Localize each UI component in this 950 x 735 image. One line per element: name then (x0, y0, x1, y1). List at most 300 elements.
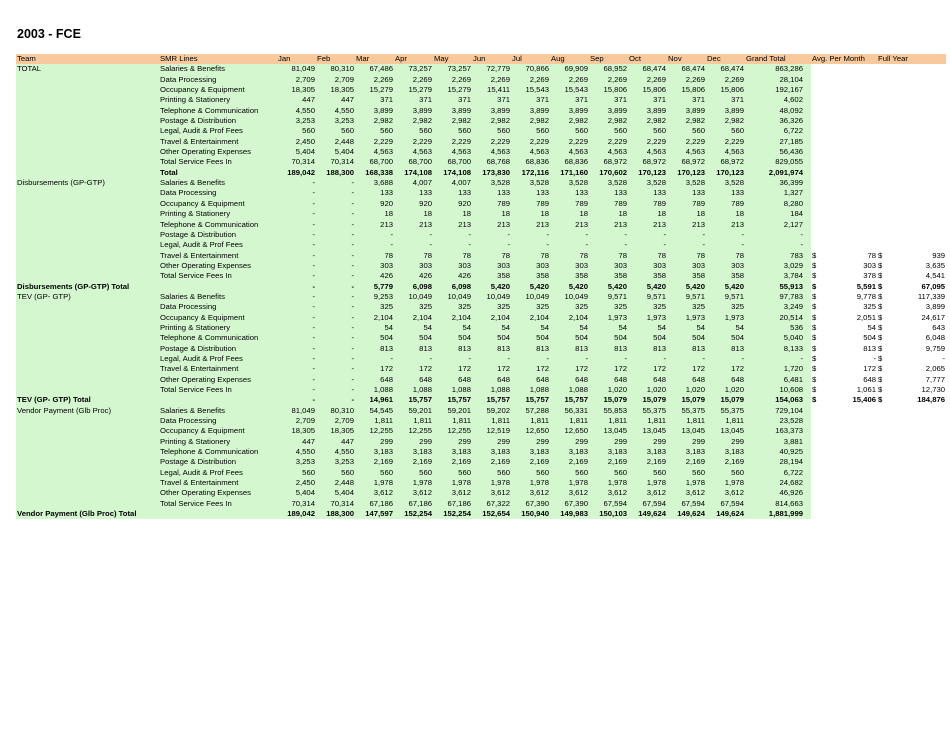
avg-per-month-cell (833, 106, 877, 116)
month-value-cell: 504 (355, 333, 394, 343)
avg-currency-symbol (811, 147, 833, 157)
month-value-cell: 371 (706, 95, 745, 105)
smr-line-cell: Total Service Fees In (159, 385, 277, 395)
month-value-cell: 560 (511, 126, 550, 136)
table-row (16, 75, 946, 85)
grand-total-cell: 6,481 (745, 375, 811, 385)
full-year-currency-symbol (877, 85, 899, 95)
avg-currency-symbol: $ (811, 333, 833, 343)
month-value-cell: 2,269 (589, 75, 628, 85)
month-value-cell: 10,049 (472, 292, 511, 302)
team-cell (16, 313, 159, 323)
month-value-cell: 12,255 (355, 426, 394, 436)
month-value-cell: 3,612 (511, 488, 550, 498)
month-value-cell: 303 (589, 261, 628, 271)
avg-per-month-cell (833, 188, 877, 198)
team-cell (16, 488, 159, 498)
team-cell: TEV (GP- GTP) (16, 292, 159, 302)
month-value-cell: - (394, 240, 433, 250)
month-value-cell: 648 (394, 375, 433, 385)
smr-line-cell: Postage & Distribution (159, 116, 277, 126)
month-value-cell: 59,202 (472, 406, 511, 416)
smr-line-cell: Salaries & Benefits (159, 64, 277, 74)
month-value-cell: 648 (511, 375, 550, 385)
month-value-cell: 3,899 (628, 106, 667, 116)
month-value-cell: 15,543 (550, 85, 589, 95)
month-value-cell: 171,160 (550, 168, 589, 178)
month-value-cell: 2,269 (355, 75, 394, 85)
month-value-cell: 70,314 (316, 157, 355, 167)
table-row (16, 426, 946, 436)
month-value-cell: 813 (706, 344, 745, 354)
month-value-cell: 2,229 (433, 137, 472, 147)
month-value-cell: 560 (472, 126, 511, 136)
month-value-cell: 213 (433, 220, 472, 230)
month-value-cell: 560 (706, 468, 745, 478)
month-value-cell: 172 (706, 364, 745, 374)
table-row (16, 478, 946, 488)
grand-total-cell: 27,185 (745, 137, 811, 147)
month-value-cell: 2,169 (394, 457, 433, 467)
month-value-cell: 813 (628, 344, 667, 354)
month-value-cell: - (316, 188, 355, 198)
month-value-cell: 81,049 (277, 406, 316, 416)
full-year-cell (899, 178, 946, 188)
month-value-cell: 2,104 (394, 313, 433, 323)
month-value-cell: - (316, 323, 355, 333)
month-value-cell: - (316, 240, 355, 250)
month-value-cell: 14,961 (355, 395, 394, 405)
avg-per-month-cell (833, 85, 877, 95)
month-value-cell: 133 (667, 188, 706, 198)
column-header: Full Year (877, 54, 946, 64)
month-value-cell: 3,183 (472, 447, 511, 457)
month-value-cell: 504 (706, 333, 745, 343)
grand-total-cell: 163,373 (745, 426, 811, 436)
table-row (16, 137, 946, 147)
avg-per-month-cell: 325 (833, 302, 877, 312)
full-year-cell (899, 85, 946, 95)
smr-line-cell: Data Processing (159, 75, 277, 85)
month-value-cell: 133 (433, 188, 472, 198)
full-year-cell (899, 209, 946, 219)
team-cell: Disbursements (GP-GTP) (16, 178, 159, 188)
month-value-cell: 18 (667, 209, 706, 219)
table-row (16, 375, 946, 385)
month-value-cell: 3,183 (550, 447, 589, 457)
month-value-cell: 13,045 (589, 426, 628, 436)
month-value-cell: 172 (550, 364, 589, 374)
month-value-cell: 2,104 (433, 313, 472, 323)
month-value-cell: 560 (277, 468, 316, 478)
month-value-cell: - (511, 230, 550, 240)
avg-currency-symbol (811, 416, 833, 426)
month-value-cell: 560 (589, 468, 628, 478)
month-value-cell: 213 (628, 220, 667, 230)
month-value-cell: 3,612 (394, 488, 433, 498)
month-value-cell: 303 (550, 261, 589, 271)
table-row (16, 313, 946, 323)
month-value-cell: 504 (589, 333, 628, 343)
avg-per-month-cell (833, 95, 877, 105)
month-value-cell: 1,811 (355, 416, 394, 426)
avg-per-month-cell (833, 426, 877, 436)
avg-currency-symbol (811, 499, 833, 509)
month-value-cell: 2,982 (433, 116, 472, 126)
month-value-cell: 68,952 (589, 64, 628, 74)
column-header: Apr (394, 54, 433, 64)
month-value-cell: 54 (550, 323, 589, 333)
table-row (16, 106, 946, 116)
month-value-cell: 15,757 (550, 395, 589, 405)
month-value-cell: 54,545 (355, 406, 394, 416)
month-value-cell: 68,972 (589, 157, 628, 167)
team-cell (16, 323, 159, 333)
month-value-cell: 3,253 (277, 457, 316, 467)
month-value-cell: 325 (433, 302, 472, 312)
smr-line-cell: Travel & Entertainment (159, 478, 277, 488)
month-value-cell: 18 (706, 209, 745, 219)
full-year-currency-symbol (877, 199, 899, 209)
month-value-cell: 325 (667, 302, 706, 312)
month-value-cell: 325 (550, 302, 589, 312)
smr-line-cell: Occupancy & Equipment (159, 199, 277, 209)
avg-currency-symbol (811, 178, 833, 188)
full-year-currency-symbol (877, 468, 899, 478)
month-value-cell: 73,257 (394, 64, 433, 74)
avg-currency-symbol: $ (811, 375, 833, 385)
month-value-cell: - (589, 240, 628, 250)
grand-total-cell: 8,280 (745, 199, 811, 209)
team-cell: Vendor Payment (Glb Proc) (16, 406, 159, 416)
grand-total-cell: 2,127 (745, 220, 811, 230)
grand-total-cell: 3,881 (745, 437, 811, 447)
avg-per-month-cell: 172 (833, 364, 877, 374)
month-value-cell: 560 (628, 126, 667, 136)
team-cell (16, 209, 159, 219)
full-year-currency-symbol: $ (877, 395, 899, 405)
month-value-cell: - (277, 385, 316, 395)
month-value-cell: 4,563 (511, 147, 550, 157)
full-year-currency-symbol (877, 509, 899, 519)
month-value-cell: 3,612 (472, 488, 511, 498)
month-value-cell: 504 (433, 333, 472, 343)
month-value-cell: 5,420 (589, 282, 628, 292)
month-value-cell: 9,571 (628, 292, 667, 302)
month-value-cell: 5,420 (511, 282, 550, 292)
month-value-cell: 4,563 (433, 147, 472, 157)
smr-line-cell: Total Service Fees In (159, 499, 277, 509)
month-value-cell: 55,853 (589, 406, 628, 416)
full-year-cell: 7,777 (899, 375, 946, 385)
column-header: May (433, 54, 472, 64)
month-value-cell: 150,940 (511, 509, 550, 519)
month-value-cell: 54 (394, 323, 433, 333)
full-year-currency-symbol: $ (877, 344, 899, 354)
avg-per-month-cell (833, 406, 877, 416)
month-value-cell: - (277, 282, 316, 292)
month-value-cell: 2,269 (550, 75, 589, 85)
month-value-cell: 15,279 (355, 85, 394, 95)
month-value-cell: 80,310 (316, 406, 355, 416)
month-value-cell: - (316, 251, 355, 261)
team-cell (16, 157, 159, 167)
full-year-currency-symbol (877, 220, 899, 230)
full-year-currency-symbol: $ (877, 354, 899, 364)
grand-total-cell: 783 (745, 251, 811, 261)
month-value-cell: 358 (706, 271, 745, 281)
full-year-cell: 3,635 (899, 261, 946, 271)
team-cell (16, 478, 159, 488)
month-value-cell: 299 (355, 437, 394, 447)
month-value-cell: 3,612 (550, 488, 589, 498)
month-value-cell: 18 (628, 209, 667, 219)
month-value-cell: 325 (589, 302, 628, 312)
month-value-cell: 299 (394, 437, 433, 447)
month-value-cell: 1,978 (394, 478, 433, 488)
month-value-cell: 12,519 (472, 426, 511, 436)
month-value-cell: 213 (706, 220, 745, 230)
month-value-cell: 189,042 (277, 509, 316, 519)
month-value-cell: 1,811 (589, 416, 628, 426)
month-value-cell: - (589, 230, 628, 240)
month-value-cell: 3,612 (433, 488, 472, 498)
month-value-cell: - (277, 240, 316, 250)
avg-currency-symbol (811, 457, 833, 467)
month-value-cell: 172,116 (511, 168, 550, 178)
full-year-cell: - (899, 354, 946, 364)
smr-line-cell: Postage & Distribution (159, 230, 277, 240)
month-value-cell: 133 (589, 188, 628, 198)
avg-per-month-cell: 1,061 (833, 385, 877, 395)
month-value-cell: 1,978 (589, 478, 628, 488)
month-value-cell: 2,448 (316, 478, 355, 488)
table-row (16, 209, 946, 219)
grand-total-cell: 4,602 (745, 95, 811, 105)
month-value-cell: 67,594 (589, 499, 628, 509)
month-value-cell: 3,528 (628, 178, 667, 188)
month-value-cell: 12,650 (550, 426, 589, 436)
month-value-cell: 2,229 (667, 137, 706, 147)
smr-line-cell: Printing & Stationery (159, 209, 277, 219)
team-cell (16, 344, 159, 354)
team-cell (16, 302, 159, 312)
month-value-cell: 4,550 (277, 106, 316, 116)
month-value-cell: 426 (394, 271, 433, 281)
month-value-cell: 813 (472, 344, 511, 354)
table-row (16, 344, 946, 354)
month-value-cell: 133 (706, 188, 745, 198)
full-year-cell: 9,759 (899, 344, 946, 354)
table-row (16, 323, 946, 333)
month-value-cell: 2,269 (706, 75, 745, 85)
month-value-cell: 4,550 (316, 106, 355, 116)
team-cell (16, 457, 159, 467)
month-value-cell: 2,450 (277, 137, 316, 147)
full-year-currency-symbol (877, 116, 899, 126)
table-row (16, 64, 946, 74)
month-value-cell: 68,700 (355, 157, 394, 167)
month-value-cell: 371 (433, 95, 472, 105)
full-year-cell: 3,899 (899, 302, 946, 312)
month-value-cell: 4,563 (628, 147, 667, 157)
month-value-cell: - (277, 230, 316, 240)
month-value-cell: 504 (394, 333, 433, 343)
month-value-cell: 1,811 (511, 416, 550, 426)
month-value-cell: 560 (550, 126, 589, 136)
month-value-cell: 15,079 (706, 395, 745, 405)
full-year-cell: 2,065 (899, 364, 946, 374)
month-value-cell: - (316, 292, 355, 302)
month-value-cell: - (316, 385, 355, 395)
month-value-cell: 172 (472, 364, 511, 374)
month-value-cell: 299 (472, 437, 511, 447)
month-value-cell: 3,899 (472, 106, 511, 116)
month-value-cell: 2,169 (433, 457, 472, 467)
month-value-cell: 2,269 (511, 75, 550, 85)
team-cell (16, 437, 159, 447)
full-year-currency-symbol: $ (877, 323, 899, 333)
month-value-cell: 504 (472, 333, 511, 343)
smr-line-cell: Legal, Audit & Prof Fees (159, 468, 277, 478)
month-value-cell: 15,757 (511, 395, 550, 405)
full-year-cell: 6,048 (899, 333, 946, 343)
full-year-currency-symbol (877, 457, 899, 467)
grand-total-cell: 5,040 (745, 333, 811, 343)
month-value-cell: 149,624 (628, 509, 667, 519)
full-year-cell (899, 147, 946, 157)
full-year-cell (899, 447, 946, 457)
month-value-cell: 560 (550, 468, 589, 478)
month-value-cell: 789 (589, 199, 628, 209)
month-value-cell: 2,982 (589, 116, 628, 126)
full-year-currency-symbol (877, 240, 899, 250)
month-value-cell: 2,982 (706, 116, 745, 126)
smr-line-cell: Total (159, 168, 277, 178)
expense-table (16, 54, 946, 519)
month-value-cell: 172 (628, 364, 667, 374)
avg-currency-symbol (811, 75, 833, 85)
full-year-currency-symbol (877, 126, 899, 136)
month-value-cell: 18 (394, 209, 433, 219)
month-value-cell: - (277, 261, 316, 271)
full-year-cell (899, 157, 946, 167)
month-value-cell: 325 (511, 302, 550, 312)
month-value-cell: 3,253 (277, 116, 316, 126)
smr-line-cell: Postage & Distribution (159, 344, 277, 354)
grand-total-cell: - (745, 240, 811, 250)
month-value-cell: 2,104 (472, 313, 511, 323)
table-row (16, 178, 946, 188)
team-cell (16, 447, 159, 457)
month-value-cell: 78 (706, 251, 745, 261)
grand-total-cell: 97,783 (745, 292, 811, 302)
month-value-cell: 2,450 (277, 478, 316, 488)
month-value-cell: 1,978 (667, 478, 706, 488)
team-cell (16, 416, 159, 426)
month-value-cell: 325 (472, 302, 511, 312)
month-value-cell: 2,169 (472, 457, 511, 467)
month-value-cell: 1,811 (667, 416, 706, 426)
month-value-cell: 2,709 (277, 416, 316, 426)
month-value-cell: 3,612 (706, 488, 745, 498)
month-value-cell: 213 (589, 220, 628, 230)
month-value-cell: 172 (589, 364, 628, 374)
full-year-cell (899, 75, 946, 85)
month-value-cell: 172 (433, 364, 472, 374)
column-header: Dec (706, 54, 745, 64)
month-value-cell: 2,709 (316, 75, 355, 85)
full-year-cell (899, 126, 946, 136)
month-value-cell: - (628, 354, 667, 364)
month-value-cell: 3,183 (589, 447, 628, 457)
month-value-cell: 78 (394, 251, 433, 261)
table-row (16, 302, 946, 312)
month-value-cell: 3,899 (433, 106, 472, 116)
team-cell (16, 75, 159, 85)
month-value-cell: 9,571 (667, 292, 706, 302)
grand-total-cell: 3,249 (745, 302, 811, 312)
grand-total-cell: 55,913 (745, 282, 811, 292)
month-value-cell: 18,305 (316, 85, 355, 95)
month-value-cell: 2,709 (316, 416, 355, 426)
month-value-cell: 15,079 (667, 395, 706, 405)
month-value-cell: 4,563 (472, 147, 511, 157)
month-value-cell: 12,650 (511, 426, 550, 436)
table-row (16, 240, 946, 250)
month-value-cell: - (550, 230, 589, 240)
month-value-cell: 4,563 (706, 147, 745, 157)
month-value-cell: 325 (394, 302, 433, 312)
month-value-cell: 170,123 (706, 168, 745, 178)
month-value-cell: 648 (589, 375, 628, 385)
team-cell (16, 375, 159, 385)
avg-per-month-cell: 2,051 (833, 313, 877, 323)
table-row (16, 416, 946, 426)
smr-line-cell: Telephone & Communication (159, 333, 277, 343)
team-cell (16, 271, 159, 281)
month-value-cell: 170,123 (667, 168, 706, 178)
month-value-cell: - (316, 271, 355, 281)
avg-currency-symbol (811, 509, 833, 519)
month-value-cell: 4,563 (550, 147, 589, 157)
month-value-cell: 560 (277, 126, 316, 136)
month-value-cell: - (667, 354, 706, 364)
team-cell (16, 188, 159, 198)
month-value-cell: 299 (589, 437, 628, 447)
month-value-cell: 3,899 (511, 106, 550, 116)
month-value-cell: 920 (394, 199, 433, 209)
month-value-cell: - (433, 240, 472, 250)
full-year-cell (899, 426, 946, 436)
full-year-cell (899, 509, 946, 519)
month-value-cell: 2,269 (472, 75, 511, 85)
month-value-cell: 648 (550, 375, 589, 385)
team-cell (16, 354, 159, 364)
month-value-cell: - (316, 354, 355, 364)
avg-currency-symbol: $ (811, 292, 833, 302)
table-row (16, 116, 946, 126)
month-value-cell: 813 (589, 344, 628, 354)
avg-currency-symbol (811, 426, 833, 436)
month-value-cell: 10,049 (511, 292, 550, 302)
month-value-cell: 1,020 (667, 385, 706, 395)
avg-per-month-cell: 9,778 (833, 292, 877, 302)
smr-line-cell: Data Processing (159, 416, 277, 426)
table-row (16, 385, 946, 395)
avg-per-month-cell (833, 240, 877, 250)
team-cell: Disbursements (GP-GTP) Total (16, 282, 159, 292)
